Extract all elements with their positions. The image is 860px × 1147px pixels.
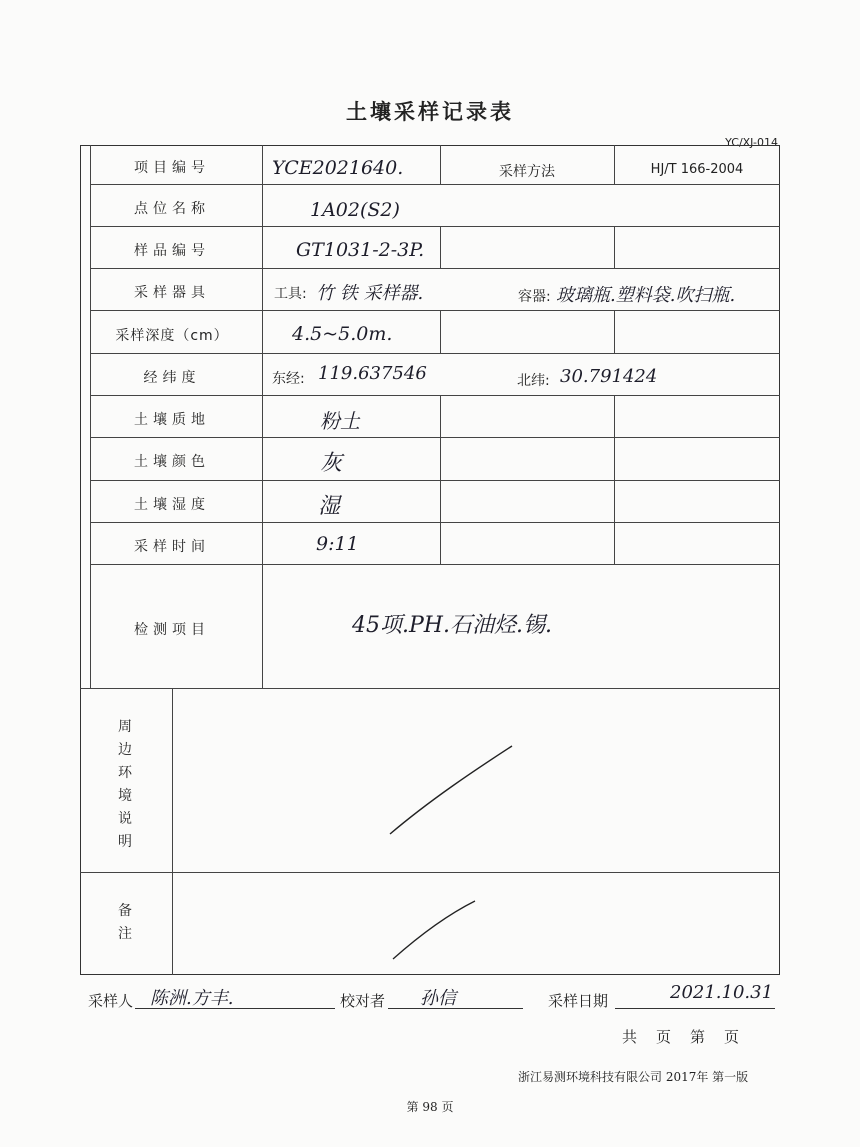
label-checker: 校对者: [340, 992, 386, 1010]
label-sampling-depth: 采样深度（cm）: [115, 328, 229, 344]
form-title: 土壤采样记录表: [346, 100, 514, 124]
label-sampling-method: 采样方法: [499, 164, 555, 180]
label-sampler: 采样人: [88, 992, 134, 1010]
soil-color-value: 灰: [320, 451, 343, 476]
label-remarks: 备 注: [118, 903, 132, 942]
strike-line-environment: [380, 740, 520, 840]
container-prefix: 容器:: [518, 289, 551, 305]
label-project-no: 项目编号: [134, 160, 210, 176]
label-sample-no: 样品编号: [134, 243, 210, 259]
form-code: YC/XJ-014: [725, 136, 778, 149]
page-number: 第 98 页: [406, 1100, 454, 1114]
label-coordinates: 经纬度: [143, 370, 201, 386]
sampling-time-value: 9:11: [316, 533, 359, 555]
label-soil-moisture: 土壤湿度: [134, 497, 210, 513]
soil-texture-value: 粉土: [320, 409, 360, 433]
strike-line-remarks: [385, 895, 485, 965]
point-name-value: 1A02(S2): [310, 199, 400, 221]
container-value: 玻璃瓶.塑料袋.吹扫瓶.: [556, 285, 736, 306]
depth-value: 4.5~5.0m.: [292, 323, 393, 345]
north-prefix: 北纬:: [517, 373, 550, 389]
company-info: 浙江易测环境科技有限公司 2017年 第一版: [518, 1070, 749, 1084]
label-sampling-tools: 采样器具: [134, 285, 210, 301]
label-surrounding-environment: 周 边 环 境 说 明: [118, 719, 132, 850]
soil-moisture-value: 湿: [318, 494, 341, 519]
tool-prefix: 工具:: [274, 286, 307, 302]
east-value: 119.637546: [318, 363, 427, 384]
tool-value: 竹 铁 采样器.: [316, 283, 424, 304]
label-test-items: 检测项目: [134, 622, 210, 638]
project-no-value: YCE2021640.: [272, 157, 404, 179]
checker-value: 孙信: [420, 988, 456, 1009]
test-items-value: 45项.PH.石油烃.锡.: [352, 613, 552, 638]
sampling-date-value: 2021.10.31: [670, 982, 774, 1003]
label-sampling-time: 采样时间: [134, 539, 210, 555]
label-soil-texture: 土壤质地: [134, 412, 210, 428]
label-soil-color: 土壤颜色: [134, 454, 210, 470]
sampling-method-value: HJ/T 166-2004: [650, 162, 744, 177]
page-count-text: 共 页 第 页: [622, 1028, 742, 1046]
sample-no-value: GT1031-2-3P.: [296, 239, 425, 261]
east-prefix: 东经:: [272, 371, 305, 387]
label-sampling-date: 采样日期: [548, 992, 609, 1010]
north-value: 30.791424: [560, 366, 658, 387]
record-table: [80, 145, 780, 975]
sampler-value: 陈洲.方丰.: [150, 988, 234, 1009]
label-point-name: 点位名称: [134, 201, 210, 217]
